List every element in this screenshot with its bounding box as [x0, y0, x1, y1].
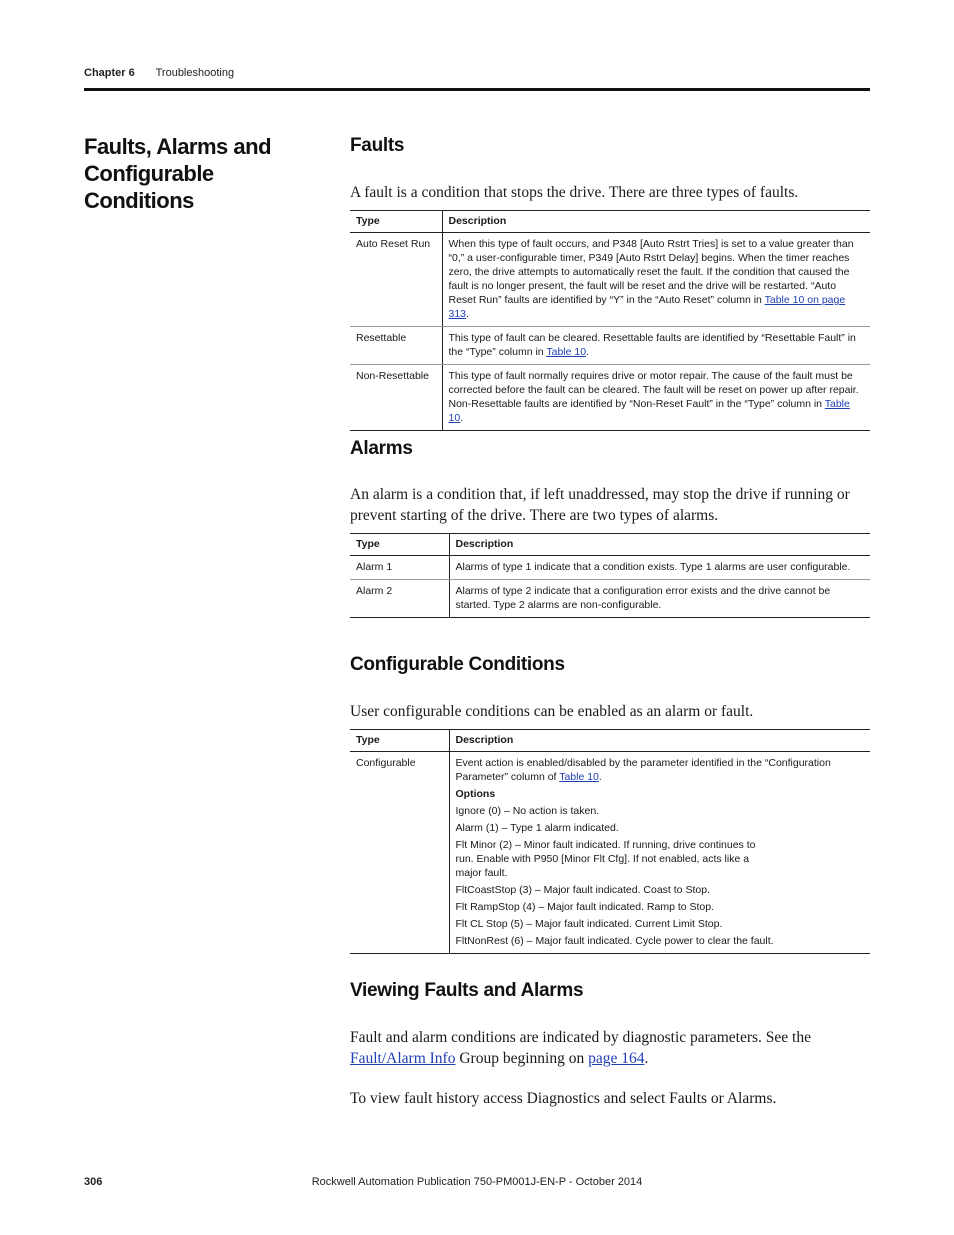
table10-link[interactable]: Table 10 [448, 398, 850, 424]
table-header-row [350, 211, 870, 233]
desc-text: This type of fault can be cleared. Resettable faults are identified by “Resettable Fault” in the “Type” column in [448, 332, 856, 358]
desc-tail: . [598, 771, 602, 783]
desc-tail: . [466, 308, 469, 320]
col-type: Type [350, 730, 449, 752]
alarm-type: Alarm 1 [350, 556, 449, 580]
fault-description [442, 233, 870, 327]
table-row [350, 580, 870, 618]
alarm-description: Alarms of type 2 indicate that a configuration error exists and the drive cannot be started. Type 2 alarms are non-configurable. [449, 580, 870, 618]
configurable-heading: Configurable Conditions [350, 654, 565, 675]
alarms-heading: Alarms [350, 438, 413, 459]
configurable-type: Configurable [350, 752, 449, 954]
option-item: FltNonRest (6) – Major fault indicated. Cycle power to clear the fault. [455, 935, 774, 947]
chapter-label: Chapter 6 [84, 67, 135, 79]
table-header-row [350, 534, 870, 556]
side-title: Faults, Alarms and Configurable Conditions [84, 134, 272, 213]
col-type: Type [350, 534, 449, 556]
text: Group beginning on [455, 1050, 589, 1067]
table-row [350, 752, 870, 954]
table-row [350, 327, 870, 365]
option-item: Flt CL Stop (5) – Major fault indicated. Current Limit Stop. [455, 918, 723, 930]
viewing-paragraph-1 [350, 1027, 870, 1069]
page-number: 306 [84, 1176, 103, 1188]
faults-intro: A fault is a condition that stops the drive. There are three types of faults. [350, 184, 799, 201]
alarms-table [350, 533, 870, 618]
col-type: Type [350, 211, 442, 233]
fault-type: Resettable [350, 327, 442, 365]
desc-text: Event action is enabled/disabled by the parameter identified in the “Configuration Parameter” column of [455, 757, 831, 783]
text: Fault and alarm conditions are indicated by diagnostic parameters. See the [350, 1029, 811, 1046]
configurable-intro: User configurable conditions can be enabled as an alarm or fault. [350, 703, 754, 720]
page164-link[interactable]: page 164 [588, 1050, 645, 1067]
table-header-row [350, 730, 870, 752]
configurable-desc-text [456, 756, 865, 784]
alarms-intro: An alarm is a condition that, if left unaddressed, may stop the drive if running or prevent starting of the drive. There are two types of alarms. [350, 486, 850, 524]
header-rule [84, 88, 870, 91]
desc-tail: . [586, 346, 589, 358]
table10-page313-link[interactable]: Table 10 on page 313 [448, 294, 846, 320]
faults-table [350, 210, 870, 431]
desc-text: This type of fault normally requires drive or motor repair. The cause of the fault must be corrected before the fault can be cleared. The fault will be reset on power up after repair. Non-Resettable faults are identified by “Non-Reset Fault” in the “Type” column in [448, 370, 859, 410]
table10-link[interactable]: Table 10 [546, 346, 587, 358]
configurable-description [449, 752, 870, 954]
col-description: Description [449, 534, 870, 556]
faults-heading: Faults [350, 135, 405, 156]
fault-description [442, 365, 870, 431]
publication-info: Rockwell Automation Publication 750-PM001J-EN-P - October 2014 [311, 1176, 643, 1188]
alarm-type: Alarm 2 [350, 580, 449, 618]
table-row [350, 233, 870, 327]
viewing-paragraph-2: To view fault history access Diagnostics and select Faults or Alarms. [350, 1090, 777, 1107]
options-heading: Options [455, 788, 496, 800]
viewing-heading: Viewing Faults and Alarms [350, 980, 584, 1001]
desc-tail: . [460, 412, 464, 424]
fault-description [442, 327, 870, 365]
text: . [644, 1050, 649, 1067]
fault-alarm-info-link[interactable]: Fault/Alarm Info [350, 1050, 456, 1067]
section-label: Troubleshooting [155, 67, 235, 79]
option-item: Flt Minor (2) – Minor fault indicated. If running, drive continues to run. Enable with P950 [Minor Flt Cfg]. If not enabled, acts like a major fault. [455, 839, 756, 879]
option-item: Flt RampStop (4) – Major fault indicated. Ramp to Stop. [455, 901, 715, 913]
fault-type: Non-Resettable [350, 365, 442, 431]
table-row [350, 556, 870, 580]
running-header [84, 67, 234, 79]
table-row [350, 365, 870, 431]
table10-link[interactable]: Table 10 [559, 771, 599, 783]
option-item: FltCoastStop (3) – Major fault indicated. Coast to Stop. [455, 884, 710, 896]
desc-text: When this type of fault occurs, and P348 [Auto Rstrt Tries] is set to a value greater than “0,” a user-configurable timer, P349 [Auto Rstrt Delay] begins. When the timer reaches zero, the drive attempts to automatically reset the fault. If the condition that caused the fault is no longer present, the fault will be reset and the drive will be restarted. “Auto Reset Run” faults are identified by “Y” in the “Auto Reset” column in [448, 238, 854, 306]
alarm-description: Alarms of type 1 indicate that a condition exists. Type 1 alarms are user configurable. [449, 556, 870, 580]
col-description: Description [442, 211, 870, 233]
option-item: Alarm (1) – Type 1 alarm indicated. [455, 822, 619, 834]
option-item: Ignore (0) – No action is taken. [455, 805, 600, 817]
fault-type: Auto Reset Run [350, 233, 442, 327]
col-description: Description [449, 730, 870, 752]
configurable-table [350, 729, 870, 954]
